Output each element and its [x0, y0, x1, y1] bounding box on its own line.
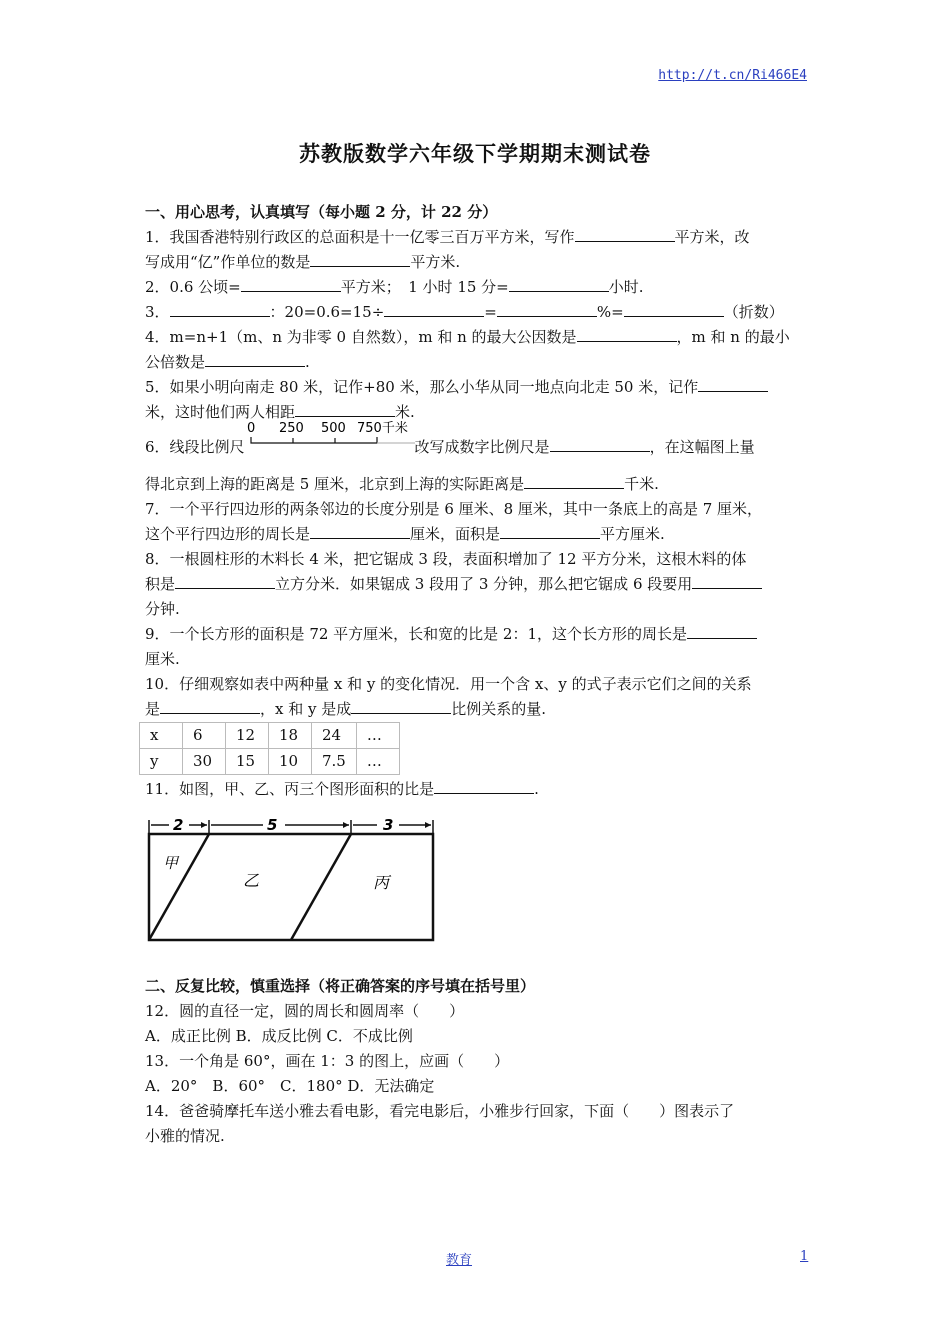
answer-blank[interactable]: [687, 622, 757, 639]
answer-blank[interactable]: [160, 697, 260, 714]
question-6: 6．线段比例尺 0 250 500 750千米 改写成数字比例尺是 ，在这幅图上量 得北京到上海的距离是 5 厘米，北京到上海的实际距离是 千米.: [145, 421, 755, 493]
scale-tick-label: 750千米: [356, 421, 408, 436]
scale-bar-svg: [245, 421, 415, 447]
section-2-heading: 二、反复比较，慎重选择（将正确答案的序号填在括号里）: [145, 977, 536, 995]
region-label-yi: 乙: [243, 871, 260, 890]
answer-blank[interactable]: [295, 400, 395, 417]
answer-blank[interactable]: [524, 472, 624, 489]
scale-bar-figure: [245, 421, 415, 455]
question-13: 13．一个角是 60°，画在 1：3 的图上，应画（ ）: [145, 1052, 510, 1070]
answer-blank[interactable]: [310, 522, 410, 539]
answer-blank[interactable]: [434, 777, 534, 794]
answer-blank[interactable]: [692, 572, 762, 589]
page-title: 苏教版数学六年级下学期期末测试卷: [299, 141, 651, 166]
answer-blank[interactable]: [624, 300, 724, 317]
question-13-options: A．20° B．60° C．180° D．无法确定: [145, 1077, 435, 1095]
table-row: x 6 12 18 24 …: [140, 723, 400, 749]
table-row: y 30 15 10 7.5 …: [140, 749, 400, 775]
question-1: 1．我国香港特别行政区的总面积是十一亿零三百万平方米，写作 平方米，改 写成用“亿”作单位的数是 平方米.: [145, 225, 810, 275]
xy-table: [139, 722, 400, 775]
question-2: 2．0.6 公顷= 平方米； 1 小时 15 分= 小时.: [145, 275, 810, 300]
answer-blank[interactable]: [500, 522, 600, 539]
scale-tick-label: 250: [278, 421, 304, 436]
answer-blank[interactable]: [384, 300, 484, 317]
answer-blank[interactable]: [351, 697, 451, 714]
answer-blank[interactable]: [550, 435, 650, 452]
answer-blank[interactable]: [310, 250, 410, 267]
scale-tick-label: 500: [320, 421, 346, 436]
question-14: 14．爸爸骑摩托车送小雅去看电影，看完电影后，小雅步行回家，下面（ ）图表示了 小雅的情况.: [145, 1102, 735, 1145]
answer-blank[interactable]: [241, 275, 341, 292]
header-link[interactable]: http://t.cn/Ri466E4: [658, 68, 807, 83]
answer-blank[interactable]: [575, 225, 675, 242]
parallelogram-figure: [145, 806, 445, 946]
dim-label: 5: [267, 816, 278, 834]
dim-label: 3: [383, 816, 394, 834]
question-block: [145, 200, 810, 1149]
question-3: 3． ：20=0.6=15÷ = %= （折数）: [145, 300, 810, 325]
answer-blank[interactable]: [698, 375, 768, 392]
page-number: 1: [800, 1249, 809, 1264]
answer-blank[interactable]: [170, 300, 270, 317]
dim-label: 2: [173, 816, 184, 834]
region-label-bing: 丙: [373, 873, 390, 892]
footer-link[interactable]: 教育: [446, 1253, 473, 1268]
answer-blank[interactable]: [509, 275, 609, 292]
question-11: 11．如图，甲、乙、丙三个图形面积的比是 .: [145, 777, 810, 802]
question-10: 10．仔细观察如表中两种量 x 和 y 的变化情况．用一个含 x、y 的式子表示它们之间的关系 是 ，x 和 y 是成 比例关系的量.: [145, 675, 752, 718]
question-4: 4．m=n+1（m、n 为非零 0 自然数），m 和 n 的最大公因数是 ，m 和 n 的最小 公倍数是 .: [145, 325, 810, 375]
scale-tick-label: 0: [246, 421, 255, 436]
question-12: 12．圆的直径一定，圆的周长和圆周率（ ）: [145, 1002, 465, 1020]
question-9: 9．一个长方形的面积是 72 平方厘米，长和宽的比是 2：1，这个长方形的周长是 厘米.: [145, 622, 810, 672]
question-5: 5．如果小明向南走 80 米，记作+80 米，那么小华从同一地点向北走 50 米，记作 米，这时他们两人相距 米.: [145, 375, 810, 425]
answer-blank[interactable]: [497, 300, 597, 317]
answer-blank[interactable]: [577, 325, 677, 342]
region-label-jia: 甲: [163, 854, 179, 872]
question-12-options: A．成正比例 B．成反比例 C．不成比例: [145, 1027, 413, 1045]
answer-blank[interactable]: [205, 350, 305, 367]
question-8: 8．一根圆柱形的木料长 4 米，把它锯成 3 段，表面积增加了 12 平方分米，这根木料的体 积是 立方分米．如果锯成 3 段用了 3 分钟，那么把它锯成 6 段要用 分钟.: [145, 547, 810, 622]
section-1-heading: 一、用心思考，认真填写（每小题 2 分，计 22 分）: [145, 203, 498, 221]
answer-blank[interactable]: [175, 572, 275, 589]
question-7: 7．一个平行四边形的两条邻边的长度分别是 6 厘米、8 厘米，其中一条底上的高是 7 厘米， 这个平行四边形的周长是 厘米，面积是 平方厘米.: [145, 500, 763, 543]
